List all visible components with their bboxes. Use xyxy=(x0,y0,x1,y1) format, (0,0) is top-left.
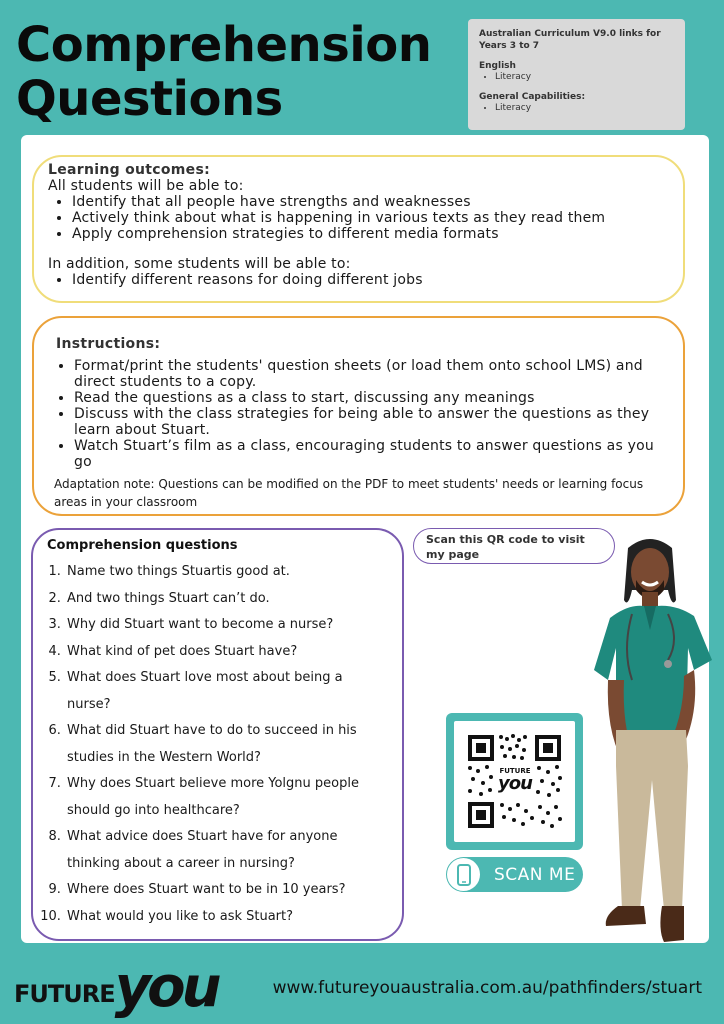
logo-you: you xyxy=(114,955,218,1020)
title-line-2: Questions xyxy=(16,71,283,127)
learning-outcomes-box xyxy=(32,155,685,303)
question-item: 9. Where does Stuart want to be in 10 years? xyxy=(65,877,388,904)
qr-logo-top: FUTURE xyxy=(499,767,531,775)
outcome-item: • Actively think about what is happening in various texts as they read them xyxy=(72,210,669,226)
comprehension-questions-box xyxy=(31,528,404,941)
question-item: 10. What would you like to ask Stuart? xyxy=(65,904,388,931)
instruction-item: • Discuss with the class strategies for being able to answer the questions as they learn about Stuart. xyxy=(74,406,661,438)
question-item: 4. What kind of pet does Stuart have? xyxy=(65,639,388,666)
phone-icon xyxy=(447,858,480,891)
question-item: 2. And two things Stuart can’t do. xyxy=(65,586,388,613)
instructions-box xyxy=(32,316,685,516)
question-item: 7. Why does Stuart believe more Yolgnu people should go into healthcare? xyxy=(65,771,388,824)
qr-code[interactable] xyxy=(446,713,583,850)
question-item: 1. Name two things Stuartis good at. xyxy=(65,559,388,586)
curriculum-group-english: English xyxy=(479,61,516,71)
curriculum-links-box xyxy=(468,19,685,130)
instruction-item: • Format/print the students' question sheets (or load them onto school LMS) and direct students to a copy. xyxy=(74,358,661,390)
instruction-item: • Read the questions as a class to start, discussing any meanings xyxy=(74,390,661,406)
outcomes-all-intro: All students will be able to: xyxy=(48,178,244,194)
instructions-heading: Instructions: xyxy=(56,336,161,352)
curriculum-item: • Literacy xyxy=(495,72,674,83)
question-item: 8. What advice does Stuart have for anyone thinking about a career in nursing? xyxy=(65,824,388,877)
qr-speech-bubble: Scan this QR code to visit my page xyxy=(413,528,615,564)
stuart-illustration xyxy=(588,530,720,960)
footer-url-link[interactable]: www.futureyouaustralia.com.au/pathfinders/stuart xyxy=(272,978,702,998)
logo-future: FUTURE xyxy=(14,980,115,1008)
outcome-item: • Identify that all people have strengths and weaknesses xyxy=(72,194,669,210)
curriculum-group-capabilities: General Capabilities: xyxy=(479,92,586,102)
outcome-item: • Identify different reasons for doing different jobs xyxy=(72,272,669,288)
adaptation-note: Adaptation note: Questions can be modified on the PDF to meet students' needs or learning focus areas in your classroom xyxy=(54,477,644,509)
qr-code-image xyxy=(454,721,575,842)
outcomes-some-intro: In addition, some students will be able to: xyxy=(48,256,351,272)
title-line-1: Comprehension xyxy=(16,17,432,73)
page-title xyxy=(16,18,431,126)
futureyou-logo xyxy=(14,955,218,1020)
outcome-item: • Apply comprehension strategies to different media formats xyxy=(72,226,669,242)
questions-heading: Comprehension questions xyxy=(47,538,238,553)
scan-me-button[interactable] xyxy=(446,857,583,892)
instruction-item: • Watch Stuart’s film as a class, encouraging students to answer questions as you go xyxy=(74,438,661,470)
curriculum-heading: Australian Curriculum V9.0 links for Years 3 to 7 xyxy=(479,29,661,51)
scan-me-label: SCAN ME xyxy=(494,864,576,885)
qr-logo-bottom: you xyxy=(498,773,532,794)
question-item: 3. Why did Stuart want to become a nurse? xyxy=(65,612,388,639)
question-item: 5. What does Stuart love most about being a nurse? xyxy=(65,665,388,718)
outcomes-heading: Learning outcomes: xyxy=(48,162,211,178)
question-item: 6. What did Stuart have to do to succeed in his studies in the Western World? xyxy=(65,718,388,771)
curriculum-item: • Literacy xyxy=(495,103,674,114)
